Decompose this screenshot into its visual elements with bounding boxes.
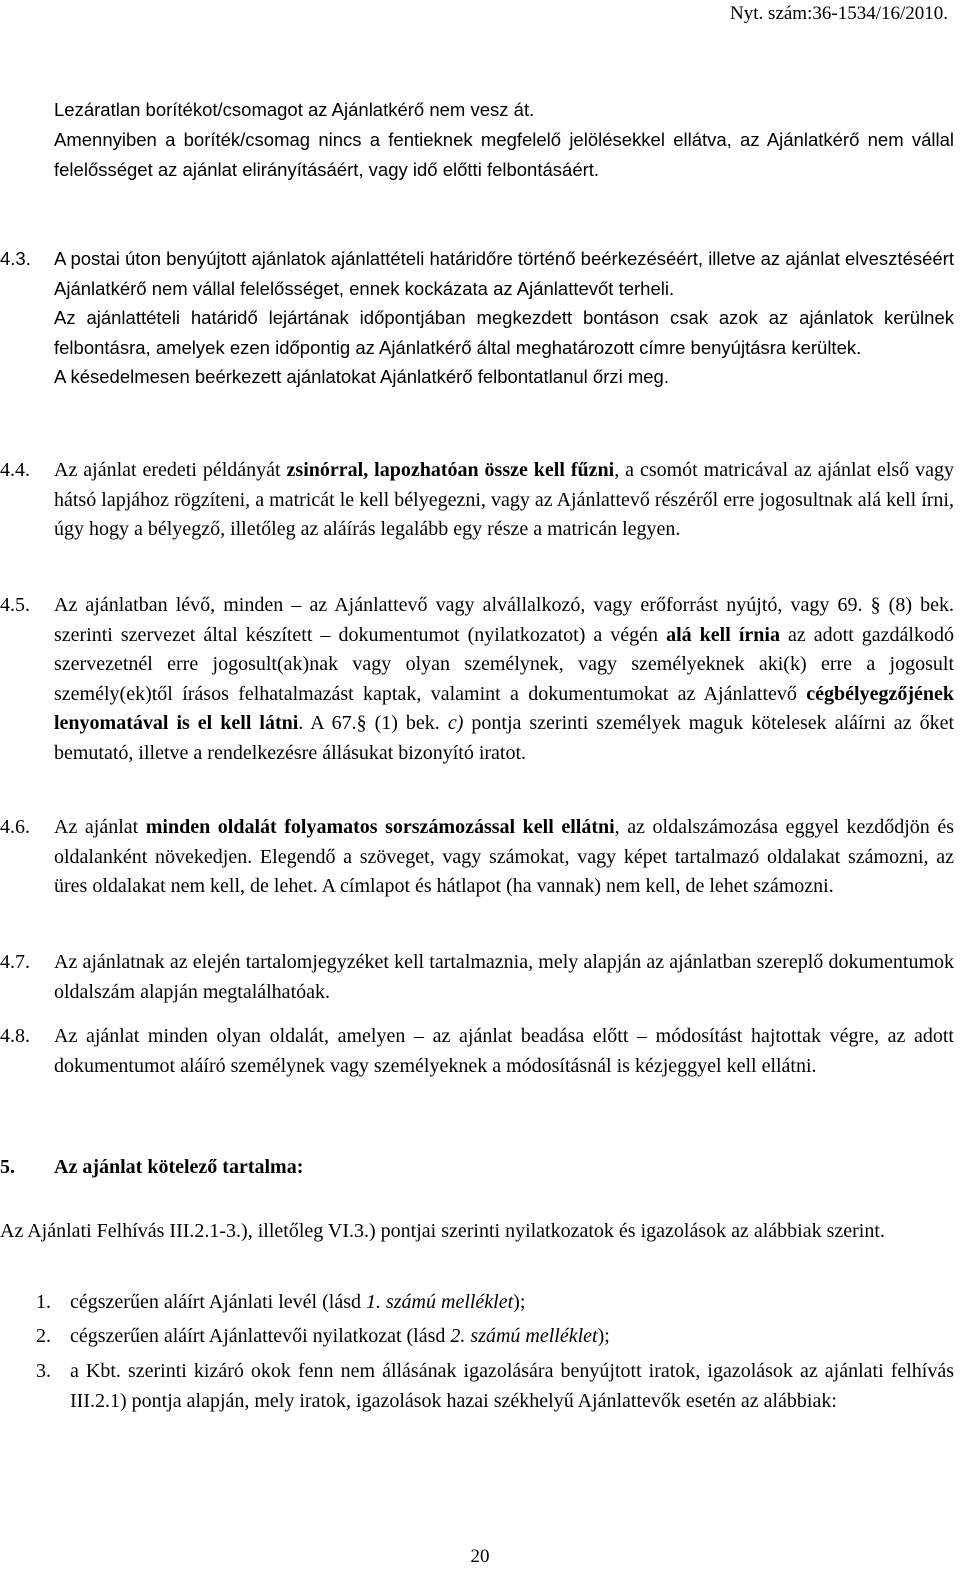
intro-paragraph: Amennyiben a boríték/csomag nincs a fentieknek megfelelő jelölésekkel ellátva, az Ajánlatkérő nem vállal felelősséget az ajánlat elirányításáért, vagy idő előtti felbontásáért. [54, 129, 954, 180]
page-number: 20 [470, 1546, 490, 1567]
text-run: ); [597, 1325, 610, 1347]
italic-text: 2. számú melléklet [450, 1325, 598, 1347]
list-item [0, 1357, 954, 1416]
text-run: az adott gazdálkodó szervezetnél erre jogosult(ak)nak vagy olyan személynek, vagy személyeknek aki(k) erre a jogosult személy(ek)től írásos felhatalmazást kaptak, valamint a dokumentumokat az Ajánlattevő [54, 623, 954, 705]
text-run: Az ajánlat eredeti példányát [54, 459, 287, 481]
section-number: 5. [0, 1156, 15, 1178]
section-4-3 [0, 244, 954, 392]
section-number: 4.8. [0, 1025, 30, 1047]
paragraph: A postai úton benyújtott ajánlatok ajánlattételi határidőre történő beérkezéséért, illetve az ajánlat elvesztéséért Ajánlatkérő nem vállal felelősséget, ennek kockázata az Ajánlattevőt terheli. [54, 248, 954, 299]
text-run: cégszerűen aláírt Ajánlattevői nyilatkozat (lásd [70, 1325, 451, 1347]
paragraph [54, 456, 954, 545]
section-4-5 [0, 591, 954, 768]
paragraph [54, 591, 954, 768]
list-text: a Kbt. szerinti kizáró okok fenn nem állásának igazolására benyújtott iratok, igazolások az ajánlati felhívás III.2.1) pontja alapján, mely iratok, igazolások hazai székhelyű Ajánlattevők esetén az alábbiak: [70, 1360, 954, 1412]
list-item [0, 1288, 954, 1318]
section-5-intro: Az Ajánlati Felhívás III.2.1-3.), illetőleg VI.3.) pontjai szerinti nyilatkozatok és igazolások az alábbiak szerint. [0, 1220, 885, 1242]
section-4-8 [0, 1022, 954, 1081]
text-run: , az oldalszámozása eggyel kezdődjön és oldalanként növekedjen. Elegendő a szöveget, vagy számokat, vagy képet tartalmazó oldalakat számozni, az üres oldalakat nem kell, de lehet. A címlapot és hátlapot (ha vannak) nem kell, de lehet számozni. [54, 816, 954, 897]
section-number: 4.3. [0, 248, 31, 269]
section-4-4 [0, 456, 954, 545]
list-item [0, 1322, 954, 1352]
bold-text: cégbélyegzőjének lenyomatával is el kell látni [54, 682, 954, 734]
text-run: , a csomót matricával az ajánlat első vagy hátsó lapjához rögzíteni, a matricát le kell bélyegezni, vagy az Ajánlattevő részéről erre jogosultnak alá kell írni, úgy hogy a bélyegző, illetőleg az aláírás legalább egy része a matricán legyen. [54, 459, 954, 540]
bold-text: alá kell írnia [666, 623, 780, 646]
section-4-7 [0, 948, 954, 1007]
paragraph: Az ajánlattételi határidő lejártának időpontjában megkezdett bontáson csak azok az ajánlatok kerülnek felbontásra, amelyek ezen időpontig az Ajánlatkérő által meghatározott címre benyújtásra kerültek. [54, 307, 954, 358]
section-number: 4.5. [0, 594, 30, 616]
section-number: 4.4. [0, 459, 30, 481]
text-run: Az ajánlat [54, 816, 146, 838]
section-4-6 [0, 813, 954, 902]
italic-text: c) [447, 712, 464, 734]
paragraph: A késedelmesen beérkezett ajánlatokat Ajánlatkérő felbontatlanul őrzi meg. [54, 366, 669, 387]
list-number: 3. [36, 1360, 51, 1382]
list-number: 1. [36, 1291, 51, 1313]
paragraph [54, 813, 954, 902]
section-number: 4.6. [0, 816, 30, 838]
intro-line: Lezáratlan borítékot/csomagot az Ajánlatkérő nem vesz át. [54, 99, 535, 120]
document-number-header: Nyt. szám:36-1534/16/2010. [730, 3, 948, 24]
text-run: ); [513, 1291, 526, 1313]
paragraph: Az ajánlatnak az elején tartalomjegyzéket kell tartalmaznia, mely alapján az ajánlatban szereplő dokumentumok oldalszám alapján megtalálhatóak. [54, 951, 954, 1003]
section-title: Az ajánlat kötelező tartalma: [54, 1156, 304, 1178]
paragraph: Az ajánlat minden olyan oldalát, amelyen – az ajánlat beadása előtt – módosítást hajtottak végre, az adott dokumentumot aláíró személynek vagy személyeknek a módosításnál is kézjeggyel kell ellátni. [54, 1025, 954, 1077]
text-run: Az ajánlatban lévő, minden – az Ajánlattevő vagy alvállalkozó, vagy erőforrást nyújtó, vagy 69. § (8) bek. szerinti szervezet által készített – dokumentumot (nyilatkozatot) a végén [54, 594, 954, 646]
bold-text: minden oldalát folyamatos sorszámozással kell ellátni [145, 816, 615, 838]
section-number: 4.7. [0, 951, 30, 973]
italic-text: 1. számú melléklet [365, 1291, 514, 1313]
list-number: 2. [36, 1325, 51, 1347]
bold-text: zsinórral, lapozhatóan össze kell fűzni [286, 459, 615, 481]
text-run: cégszerűen aláírt Ajánlati levél (lásd [70, 1291, 366, 1313]
text-run: pontja szerinti személyek maguk kötelesek aláírni az őket bemutató, illetve a rendelkezésre állásukat bizonyító iratot. [54, 712, 955, 764]
text-run: . A 67.§ (1) bek. [298, 712, 448, 734]
